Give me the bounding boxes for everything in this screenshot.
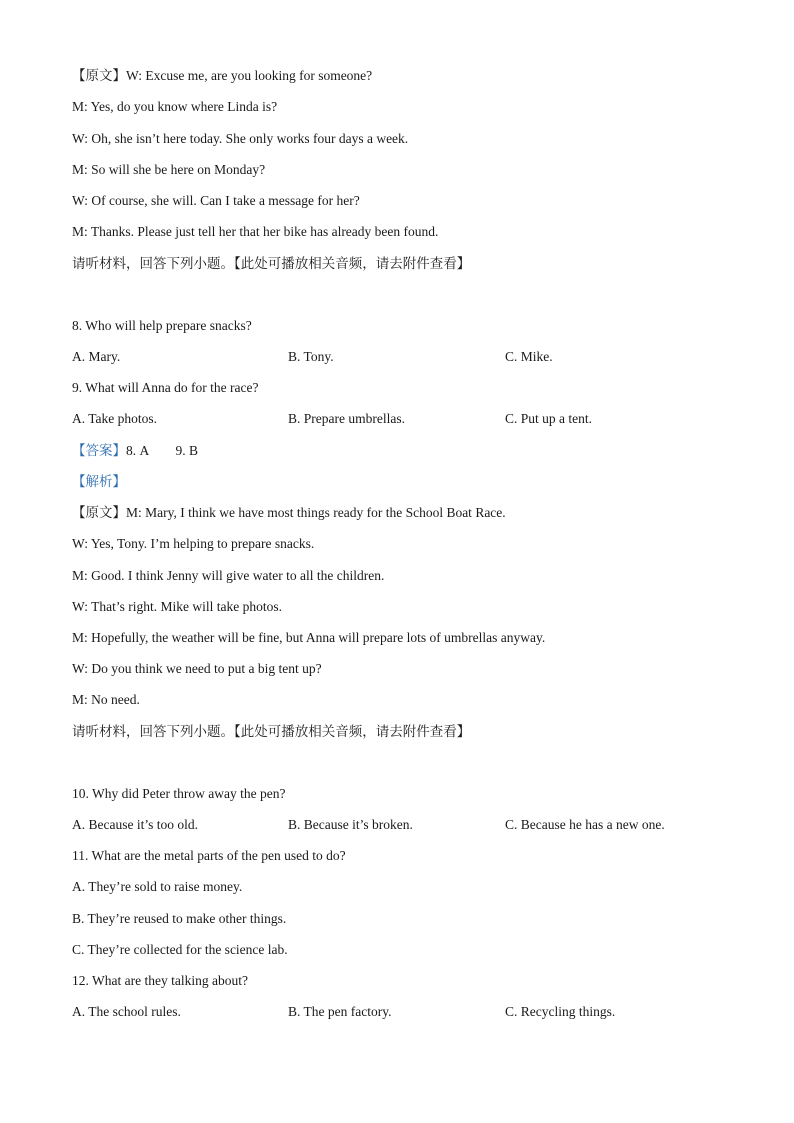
transcript-line: W: Yes, Tony. I’m helping to prepare snacks. [72,536,315,551]
question-9: 9. What will Anna do for the race? [72,380,259,395]
q8-option-c: C. Mike. [505,349,553,364]
listening-instruction: 请听材料，回答下列小题。【此处可播放相关音频，请去附件查看】 [72,724,471,740]
q12-option-a: A. The school rules. [72,1004,181,1019]
question-11: 11. What are the metal parts of the pen used to do? [72,848,346,863]
q9-option-c: C. Put up a tent. [505,411,592,426]
q11-option-c: C. They’re collected for the science lab. [72,942,288,957]
transcript-line: W: That’s right. Mike will take photos. [72,599,282,614]
q10-option-b: B. Because it’s broken. [288,817,413,832]
transcript-tag: 【原文】 [72,505,126,521]
q10-option-c: C. Because he has a new one. [505,817,665,832]
answer-tag: 【答案】 [72,443,126,459]
answer-line [72,442,198,460]
q11-option-a: A. They’re sold to raise money. [72,879,243,894]
q9-option-b: B. Prepare umbrellas. [288,411,405,426]
question-10: 10. Why did Peter throw away the pen? [72,786,286,801]
transcript-line: M: Yes, do you know where Linda is? [72,99,278,114]
transcript-line: W: Of course, she will. Can I take a message for her? [72,193,360,208]
q10-option-a: A. Because it’s too old. [72,817,198,832]
transcript-line: M: So will she be here on Monday? [72,162,266,177]
q9-option-a: A. Take photos. [72,411,158,426]
listening-instruction: 请听材料，回答下列小题。【此处可播放相关音频，请去附件查看】 [72,256,471,272]
transcript-text: M: Mary, I think we have most things ready for the School Boat Race. [126,505,506,520]
analysis-tag: 【解析】 [72,474,126,490]
question-8: 8. Who will help prepare snacks? [72,318,252,333]
question-12: 12. What are they talking about? [72,973,248,988]
q12-option-c: C. Recycling things. [505,1004,616,1019]
transcript-line: M: No need. [72,692,140,707]
q8-option-a: A. Mary. [72,349,121,364]
q8-option-b: B. Tony. [288,349,334,364]
transcript-line [72,67,372,85]
transcript-line [72,504,506,522]
transcript-line: W: Do you think we need to put a big tent up? [72,661,322,676]
q12-option-b: B. The pen factory. [288,1004,392,1019]
transcript-line: M: Thanks. Please just tell her that her bike has already been found. [72,224,439,239]
q11-option-b: B. They’re reused to make other things. [72,911,287,926]
transcript-line: M: Good. I think Jenny will give water to all the children. [72,568,385,583]
transcript-text: W: Excuse me, are you looking for someone? [126,68,373,83]
analysis-line [72,473,126,491]
transcript-tag: 【原文】 [72,68,126,84]
transcript-line: W: Oh, she isn’t here today. She only works four days a week. [72,131,409,146]
answer-text: 8. A 9. B [126,443,199,458]
transcript-line: M: Hopefully, the weather will be fine, but Anna will prepare lots of umbrellas anyway. [72,630,546,645]
